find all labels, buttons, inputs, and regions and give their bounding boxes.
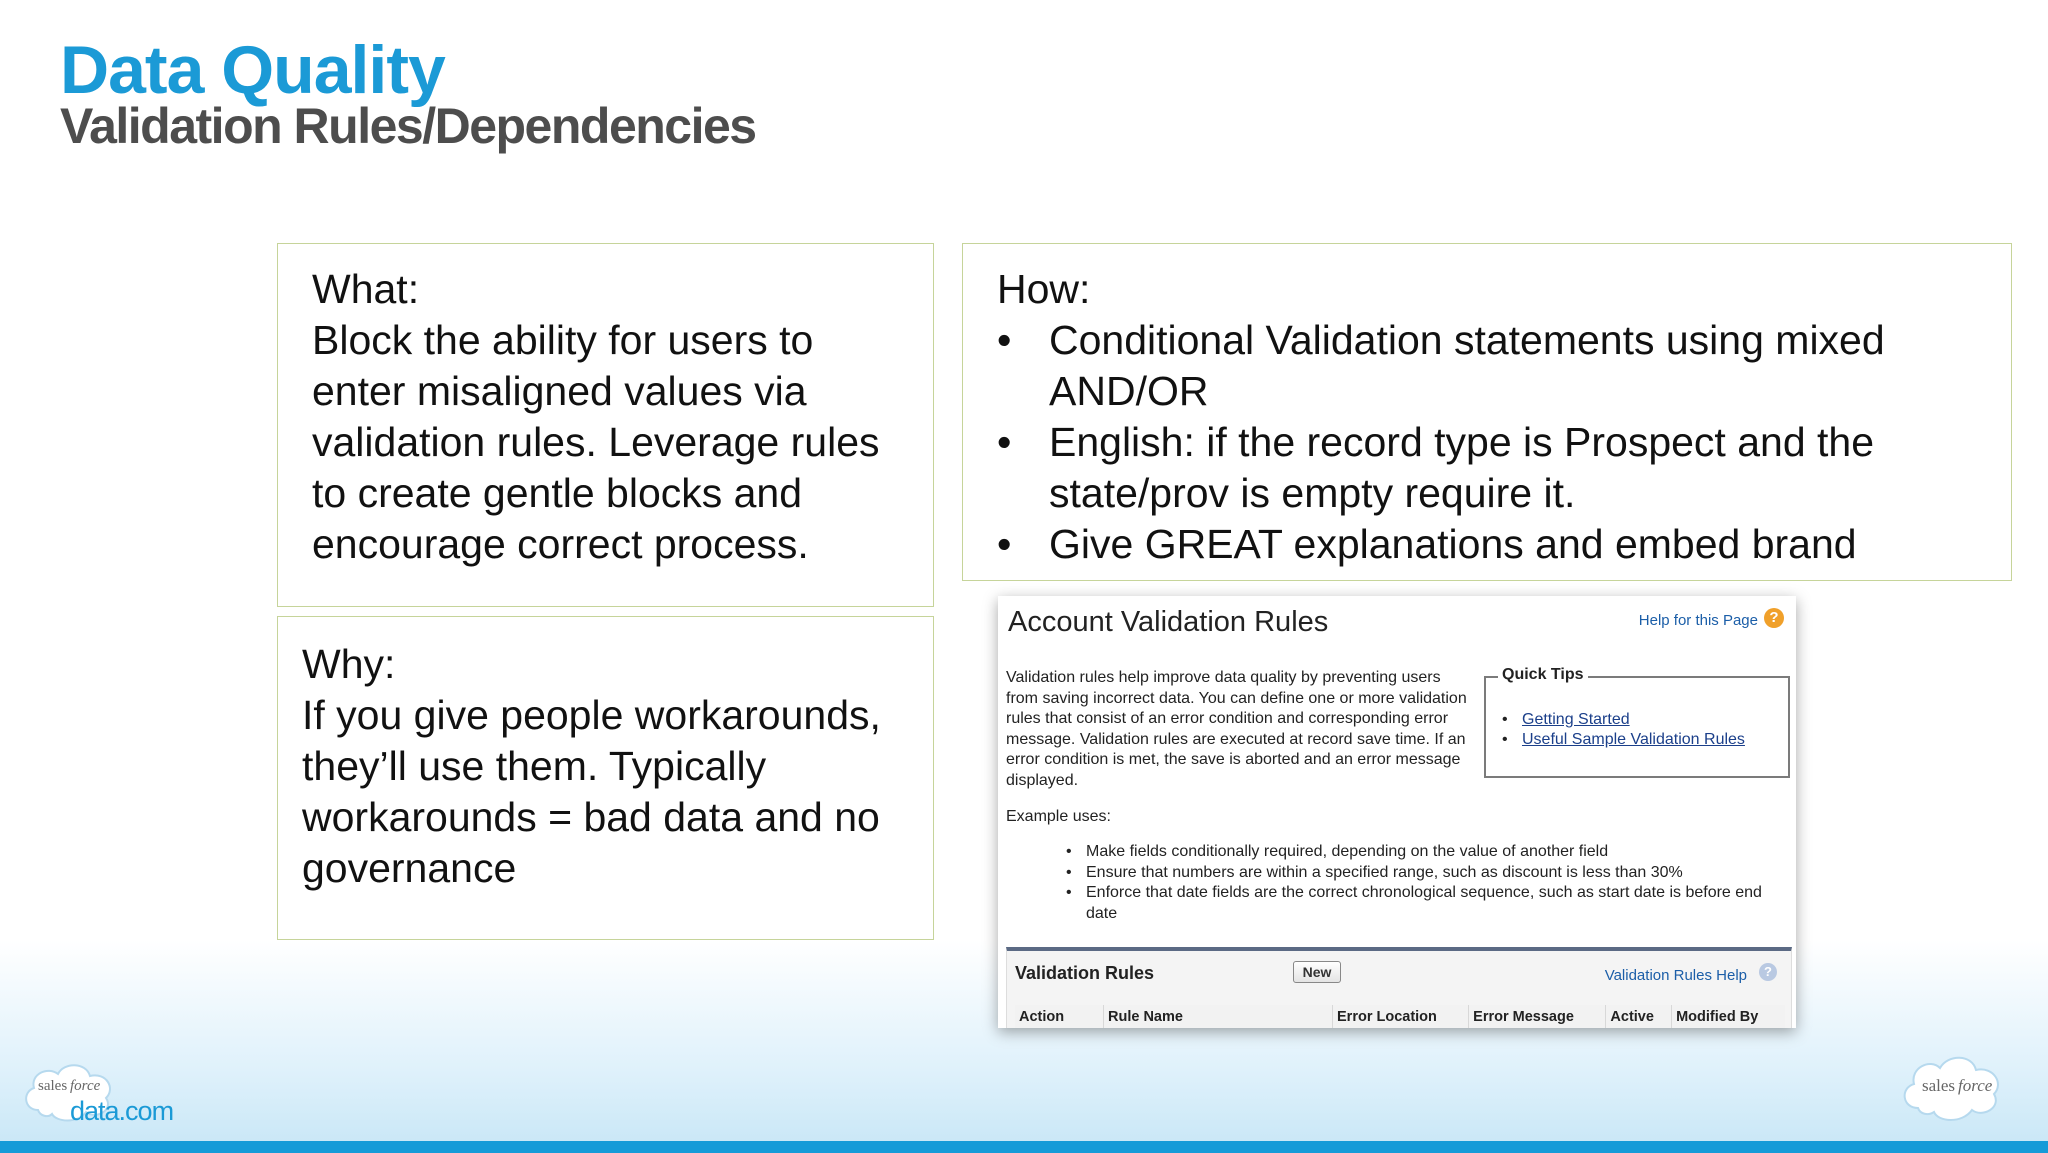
screenshot-title: Account Validation Rules bbox=[1008, 606, 1329, 638]
column-header[interactable]: Action bbox=[1019, 1009, 1065, 1025]
quick-tips-box bbox=[1484, 666, 1790, 778]
new-rule-button[interactable]: New bbox=[1293, 961, 1341, 983]
logo-sales-text: sales bbox=[38, 1078, 68, 1094]
salesforce-datacom-logo bbox=[20, 1058, 200, 1128]
why-heading: Why: bbox=[302, 641, 396, 687]
screenshot-description: Validation rules help improve data quality by preventing users from saving incorrect data. You can define one or more validation rules that consist of an error condition and corresponding error message. Validation rules are executed at record save time. If an error condition is met, the save is aborted and an error message displayed. bbox=[1006, 669, 1467, 789]
quick-tips-title: Quick Tips bbox=[1498, 666, 1588, 684]
table-header-row bbox=[1015, 1005, 1785, 1028]
column-header[interactable]: Active bbox=[1606, 1005, 1672, 1028]
why-box bbox=[277, 616, 934, 940]
help-icon[interactable]: ? bbox=[1764, 608, 1784, 628]
what-box bbox=[277, 243, 934, 607]
slide-title: Data Quality bbox=[60, 32, 445, 108]
rules-section-title: Validation Rules bbox=[1015, 963, 1155, 983]
slide-subtitle: Validation Rules/Dependencies bbox=[60, 98, 756, 154]
what-heading: What: bbox=[312, 266, 420, 312]
logo-force-text: force bbox=[1958, 1076, 1993, 1095]
salesforce-logo bbox=[1898, 1050, 2008, 1126]
getting-started-link[interactable]: • Getting Started bbox=[1502, 710, 1745, 730]
list-item: • Enforce that date fields are the correct chronological sequence, such as start date is before end date bbox=[1058, 883, 1794, 924]
why-body: If you give people workarounds, they’ll use them. Typically workarounds = bad data and no governance bbox=[302, 692, 881, 891]
question-icon[interactable]: ? bbox=[1759, 963, 1777, 981]
example-uses-list bbox=[1058, 842, 1794, 924]
column-header[interactable]: Error Location bbox=[1333, 1005, 1469, 1028]
list-item: • Ensure that numbers are within a specified range, such as discount is less than 30% bbox=[1058, 863, 1794, 884]
validation-rules-help-link[interactable]: Validation Rules Help bbox=[1604, 967, 1747, 984]
logo-datacom-text: data.com bbox=[70, 1096, 174, 1126]
help-for-page-link[interactable]: Help for this Page bbox=[1638, 612, 1758, 629]
bottom-accent-bar bbox=[0, 1141, 2048, 1153]
validation-rules-screenshot bbox=[998, 596, 1796, 1028]
logo-force-text: force bbox=[70, 1078, 101, 1094]
column-header[interactable]: Rule Name bbox=[1104, 1005, 1333, 1028]
how-box bbox=[962, 243, 2012, 581]
quick-tips-list bbox=[1502, 710, 1745, 750]
column-header[interactable]: Modified By bbox=[1672, 1005, 1785, 1028]
validation-rules-section bbox=[1006, 947, 1792, 1028]
sample-rules-link[interactable]: • Useful Sample Validation Rules bbox=[1502, 730, 1745, 750]
how-list bbox=[997, 315, 1991, 570]
list-item: • Make fields conditionally required, depending on the value of another field bbox=[1058, 842, 1794, 863]
column-header[interactable]: Error Message bbox=[1469, 1005, 1606, 1028]
how-heading: How: bbox=[997, 266, 1091, 312]
logo-sales-text: sales bbox=[1922, 1076, 1956, 1095]
how-item: • Give GREAT explanations and embed brand bbox=[997, 519, 1991, 570]
how-item: • Conditional Validation statements using mixed AND/OR bbox=[997, 315, 1991, 417]
what-body: Block the ability for users to enter misaligned values via validation rules. Leverage rules to create gentle blocks and encourage correct process. bbox=[312, 317, 880, 567]
rules-table bbox=[1015, 1005, 1785, 1028]
example-uses-label: Example uses: bbox=[1006, 808, 1111, 825]
how-item: • English: if the record type is Prospect and the state/prov is empty require it. bbox=[997, 417, 1991, 519]
